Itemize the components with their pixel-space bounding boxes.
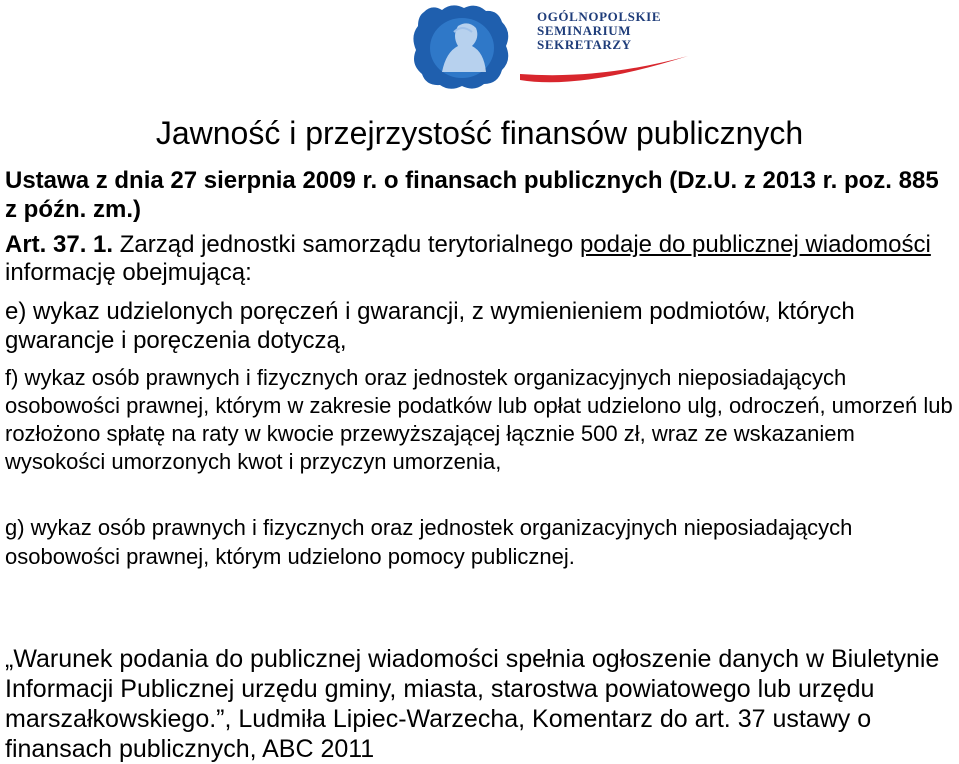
logo-line-3: SEKRETARZY xyxy=(537,37,632,52)
item-f: f) wykaz osób prawnych i fizycznych oraz jednostek organizacyjnych nieposiadających osobowości prawnej, którym w zakresie podatków lub opłat udzielono ulg, odroczeń, umorzeń lub rozłożono spłatę na raty w kwocie przewyższającej łącznie 500 zł, wraz ze wskazaniem wysokości umorzonych kwot i przyczyn umorzenia, xyxy=(5,365,953,474)
law-reference: Ustawa z dnia 27 sierpnia 2009 r. o finansach publicznych (Dz.U. z 2013 r. poz. 885 z późn. zm.) xyxy=(5,167,939,223)
swoosh-icon xyxy=(520,50,690,90)
item-e: e) wykaz udzielonych poręczeń i gwarancji, z wymienieniem podmiotów, których gwarancje i poręczenia dotyczą, xyxy=(5,298,855,354)
article-ref: Art. 37. 1. xyxy=(5,231,114,258)
article-text-1: Zarząd jednostki samorządu terytorialnego xyxy=(113,231,580,258)
commentary-quote: „Warunek podania do publicznej wiadomości spełnia ogłoszenie danych w Biuletynie Informacji Publicznej urzędu gminy, miasta, starostwa powiatowego lub urzędu marszałkowskiego.”, Ludmiła Lipiec-Warzecha, Komentarz do art. 37 ustawy o finansach publicznych, ABC 2011 xyxy=(5,645,940,763)
article-text-2: informację obejmującą: xyxy=(5,259,252,286)
seal-icon xyxy=(402,2,522,92)
article-underlined-phrase: podaje do publicznej wiadomości xyxy=(579,231,931,258)
logo-line-2: SEMINARIUM xyxy=(537,23,632,38)
page-title: Jawność i przejrzystość finansów publicznych xyxy=(155,115,804,151)
seminar-logo xyxy=(402,2,692,98)
article-intro xyxy=(5,231,957,287)
item-g: g) wykaz osób prawnych i fizycznych oraz jednostek organizacyjnych nieposiadających osobowości prawnej, którym udzielono pomocy publicznej. xyxy=(5,515,853,569)
logo-line-1: OGÓLNOPOLSKIE xyxy=(537,9,662,24)
logo-text xyxy=(537,10,661,52)
